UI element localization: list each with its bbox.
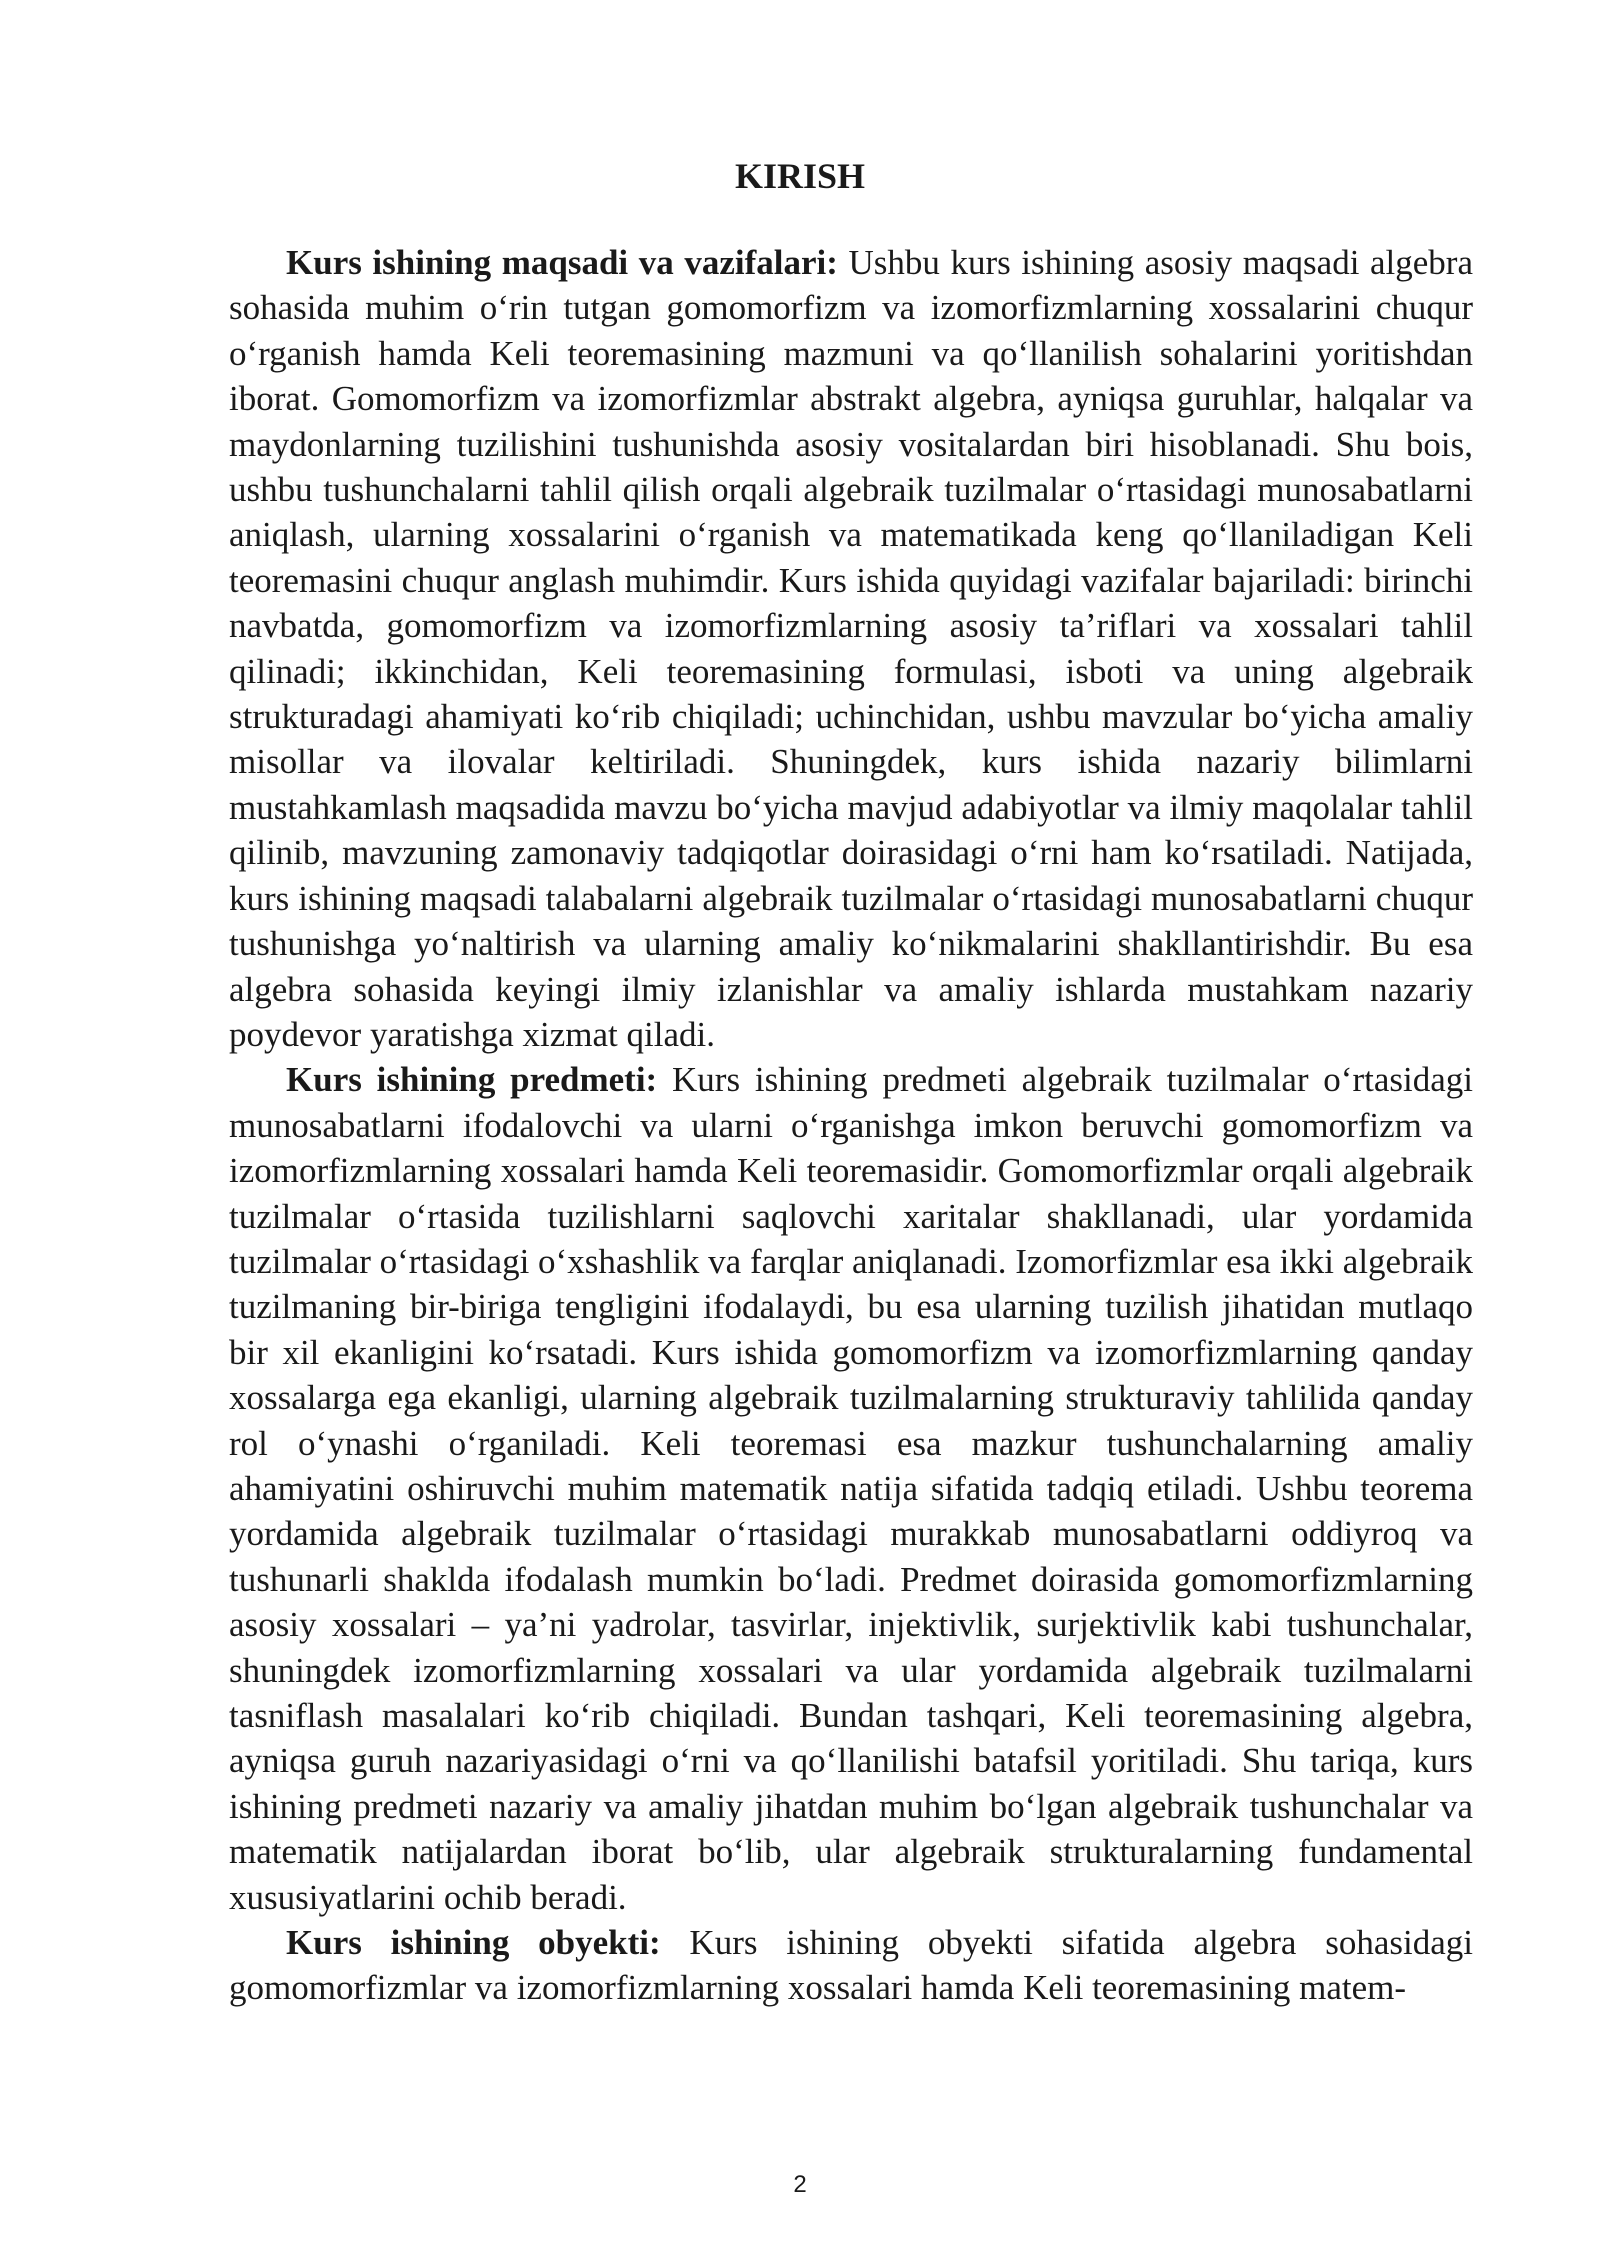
- paragraph-text: Ushbu kurs ishining asosiy maqsadi algebra sohasida muhim o‘rin tutgan gomomorfizm va izomorfizmlarning xossalarini chuqur o‘rganish hamda Keli teoremasining mazmuni va qo‘llanilish sohalarini yoritishdan iborat. Gomomorfizm va izomorfizmlar abstrakt algebra, ayniqsa guruhlar, halqalar va maydonlarning tuzilishini tushunishda asosiy vositalardan biri hisoblanadi. Shu bois, ushbu tushunchalarni tahlil qilish orqali algebraik tuzilmalar o‘rtasidagi munosabatlarni aniqlash, ularning xossalarini o‘rganish va matematikada keng qo‘llaniladigan Keli teoremasini chuqur anglash muhimdir. Kurs ishida quyidagi vazifalar bajariladi: birinchi navbatda, gomomorfizm va izomorfizmlarning asosiy ta’riflari va xossalari tahlil qilinadi; ikkinchidan, Keli teoremasining formulasi, isboti va uning algebraik strukturadagi ahamiyati ko‘rib chiqiladi; uchinchidan, ushbu mavzular bo‘yicha amaliy misollar va ilovalar keltiriladi. Shuningdek, kurs ishida nazariy bilimlarni mustahkamlash maqsadida mavzu bo‘yicha mavjud adabiyotlar va ilmiy maqolalar tahlil qilinib, mavzuning zamonaviy tadqiqotlar doirasidagi o‘rni ham ko‘rsatiladi. Natijada, kurs ishining maqsadi talabalarni algebraik tuzilmalar o‘rtasidagi munosabatlarni chuqur tushunishga yo‘naltirish va ularning amaliy ko‘nikmalarini shakllantirishdir. Bu esa algebra sohasida keyingi ilmiy izlanishlar va amaliy ishlarda mustahkam nazariy poydevor yaratishga xizmat qiladi.: [229, 243, 1473, 1054]
- paragraph-text: Kurs ishining obyekti sifatida algebra sohasidagi gomomorfizmlar va izomorfizmlarning xossalari hamda Keli teoremasining matem-: [229, 1923, 1473, 2008]
- page-number: 2: [793, 2171, 807, 2198]
- page-title: KIRISH: [734, 156, 866, 196]
- paragraph-lead: Kurs ishining maqsadi va vazifalari:: [286, 243, 838, 282]
- paragraph-lead: Kurs ishining obyekti:: [286, 1923, 661, 1963]
- paragraph-goals: [229, 240, 1473, 1057]
- paragraph-lead: Kurs ishining predmeti:: [286, 1060, 658, 1100]
- paragraph-object: [229, 1920, 1473, 2011]
- paragraph-text: Kurs ishining predmeti algebraik tuzilmalar o‘rtasidagi munosabatlarni ifodalovchi va ularni o‘rganishga imkon beruvchi gomomorfizm va izomorfizmlarning xossalari hamda Keli teoremasidir. Gomomorfizmlar orqali algebraik tuzilmalar o‘rtasida tuzilishlarni saqlovchi xaritalar shakllanadi, ular yordamida tuzilmalar o‘rtasidagi o‘xshashlik va farqlar aniqlanadi. Izomorfizmlar esa ikki algebraik tuzilmaning bir-biriga tengligini ifodalaydi, bu esa ularning tuzilish jihatidan mutlaqo bir xil ekanligini ko‘rsatadi. Kurs ishida gomomorfizm va izomorfizmlarning qanday xossalarga ega ekanligi, ularning algebraik tuzilmalarning strukturaviy tahlilida qanday rol o‘ynashi o‘rganiladi. Keli teoremasi esa mazkur tushunchalarning amaliy ahamiyatini oshiruvchi muhim matematik natija sifatida tadqiq etiladi. Ushbu teorema yordamida algebraik tuzilmalar o‘rtasidagi murakkab munosabatlarni oddiyroq va tushunarli shaklda ifodalash mumkin bo‘ladi. Predmet doirasida gomomorfizmlarning asosiy xossalari – ya’ni yadrolar, tasvirlar, injektivlik, surjektivlik kabi tushunchalar, shuningdek izomorfizmlarning xossalari va ular yordamida algebraik tuzilmalarni tasniflash masalalari ko‘rib chiqiladi. Bundan tashqari, Keli teoremasining algebra, ayniqsa guruh nazariyasidagi o‘rni va qo‘llanilishi batafsil yoritiladi. Shu tariqa, kurs ishining predmeti nazariy va amaliy jihatdan muhim bo‘lgan algebraik tushunchalar va matematik natijalardan iborat bo‘lib, ular algebraik strukturalarning fundamental xususiyatlarini ochib beradi.: [229, 1060, 1473, 1917]
- body-text: [229, 240, 1473, 2011]
- paragraph-subject: [229, 1057, 1473, 1920]
